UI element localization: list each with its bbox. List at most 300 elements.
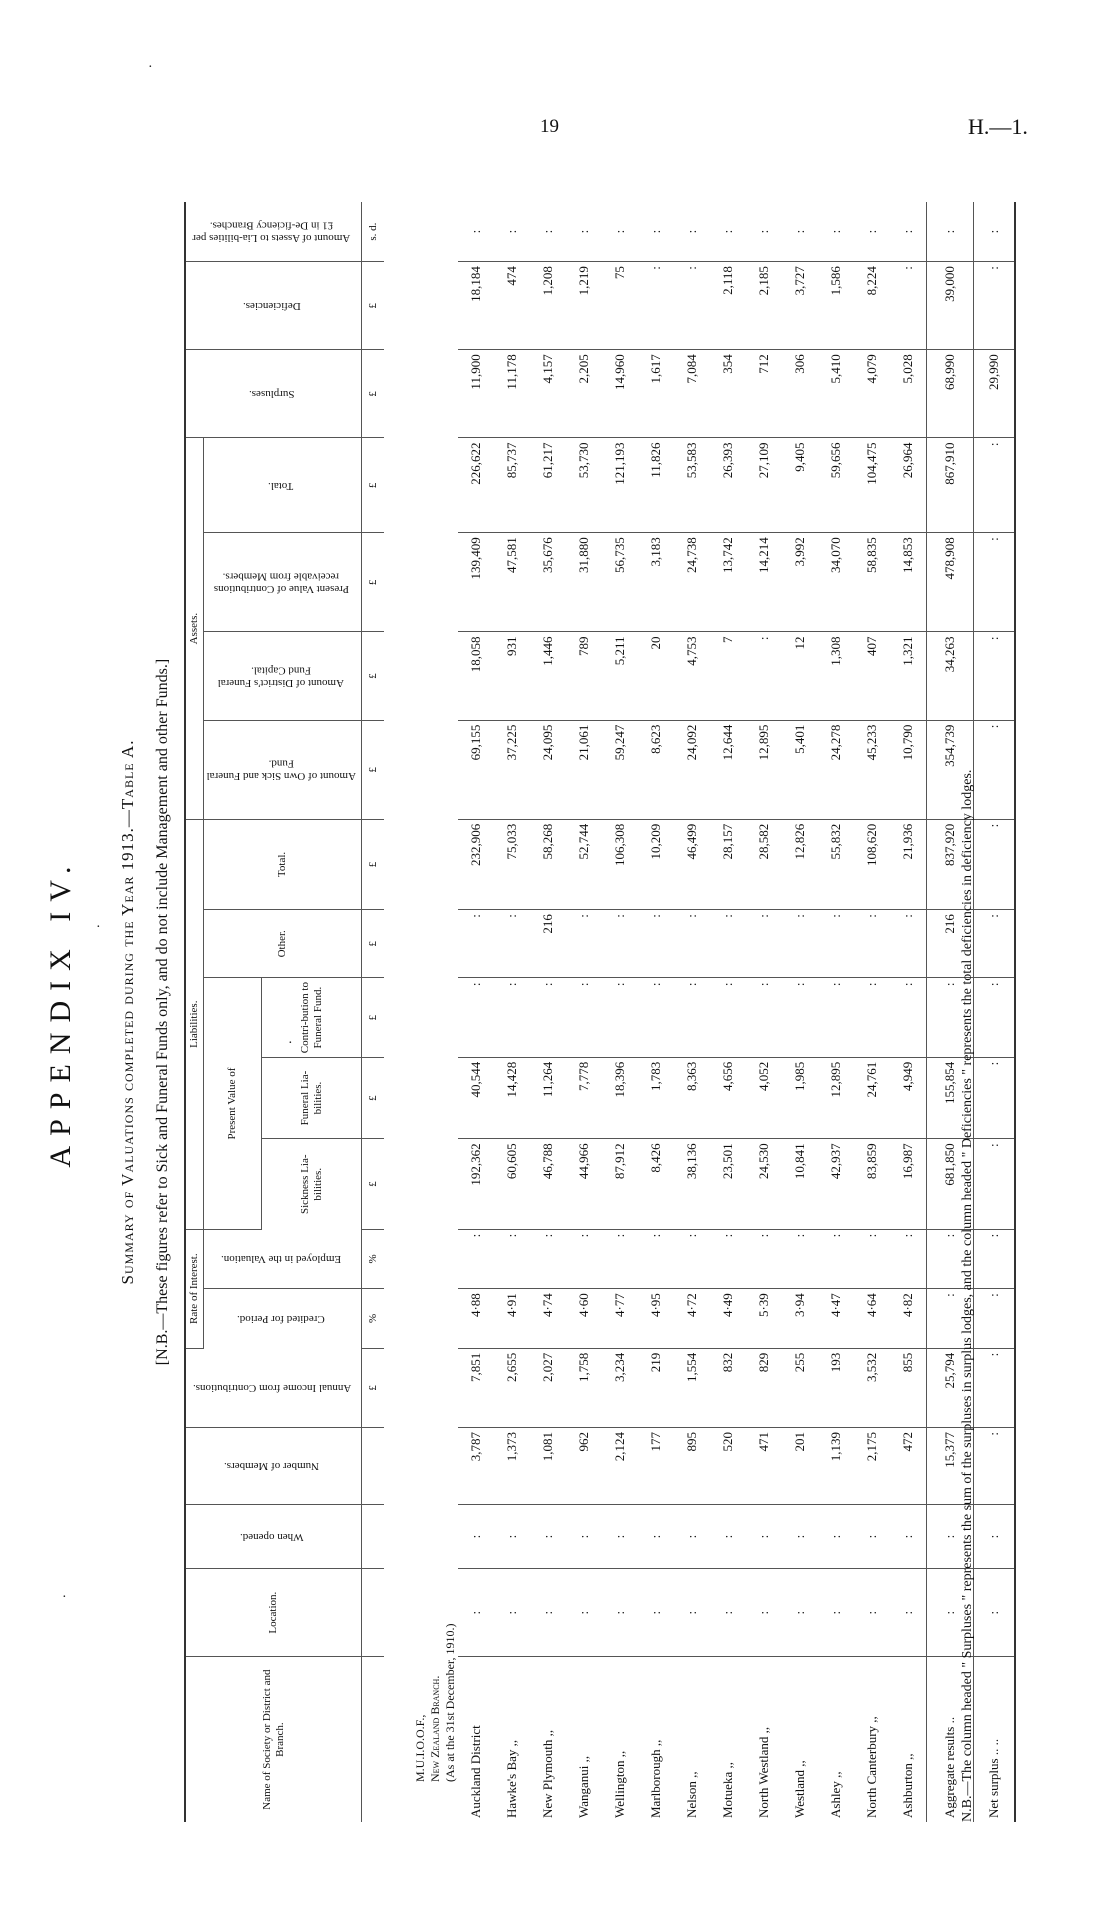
cell-own: 69,155 [458,720,494,819]
cell-loc: : [530,1569,566,1657]
cell-name: North Westland ,, [756,1726,772,1818]
cell-ratio: : [494,202,530,262]
cell-deficiency: : [674,262,710,350]
cell-sickness: 38,136 [674,1139,710,1229]
cell-ratio: : [927,202,974,262]
cell-funeral: 4,656 [710,1057,746,1139]
cell-district: 4,753 [674,632,710,720]
header-deficiencies: Deficiencies. [185,262,362,350]
net-surplus-row [974,202,1016,1822]
cell-income: 832 [710,1348,746,1427]
header-other: Other. [203,910,362,978]
cell-pv: 31,880 [566,533,602,632]
cell-employed: : [566,1229,602,1289]
table-row [530,202,566,1822]
cell-pv: 34,070 [818,533,854,632]
cell-name: Auckland District [468,1725,484,1818]
cell-other: : [890,910,927,978]
cell-name: Nelson ,, [684,1771,700,1818]
cell-ratio: : [602,202,638,262]
cell-members: 3,787 [458,1428,494,1505]
header-district-fund: Amount of District's Funeral Fund Capital. [203,632,362,720]
cell-ltotal: 837,920 [927,819,974,909]
cell-district: 18,058 [458,632,494,720]
cell-when: : [494,1505,530,1569]
header-when-opened: When opened. [185,1505,362,1569]
cell-other: 216 [927,910,974,978]
cell-deficiency: 39,000 [927,262,974,350]
cell-contrib: : [782,978,818,1057]
cell-contrib: : [818,978,854,1057]
cell-loc: : [674,1569,710,1657]
cell-district: 789 [566,632,602,720]
cell-name: Net surplus .. .. [974,1657,1016,1822]
cell-credited: 4·49 [710,1289,746,1349]
header-surpluses: Surpluses. [185,350,362,438]
header-assets-total: Total. [203,438,362,533]
cell-other: : [674,910,710,978]
header-annual-income: Annual Income from Contributions. [185,1348,362,1427]
society-date: (As at the 31st December, 1910.) [443,1623,458,1782]
speck-mark: · [96,920,101,935]
cell-name: Ashburton ,, [900,1753,916,1818]
cell-surplus: 11,178 [494,350,530,438]
header-funeral: Funeral Lia-bilities. [262,1057,362,1139]
cell-members: 2,175 [854,1428,890,1505]
cell-deficiency: 1,208 [530,262,566,350]
cell-district: 931 [494,632,530,720]
cell-income: 25,794 [927,1348,974,1427]
cell-own: 45,233 [854,720,890,819]
cell-when: : [710,1505,746,1569]
cell-income: 7,851 [458,1348,494,1427]
cell-funeral: 18,396 [602,1057,638,1139]
rotated-page-content [42,132,1042,1892]
cell-when: : [674,1505,710,1569]
cell-funeral: 8,363 [674,1057,710,1139]
cell-sickness: 192,362 [458,1139,494,1229]
table-row [710,202,746,1822]
cell-deficiency: 3,727 [782,262,818,350]
cell-when: : [854,1505,890,1569]
cell-atotal: 9,405 [782,438,818,533]
cell-income: 193 [818,1348,854,1427]
cell-contrib: : [566,978,602,1057]
cell-funeral: 24,761 [854,1057,890,1139]
cell-surplus: 306 [782,350,818,438]
cell-funeral: 14,428 [494,1057,530,1139]
cell-income: 255 [782,1348,818,1427]
cell-ratio: : [530,202,566,262]
cell-funeral: 40,544 [458,1057,494,1139]
table-title: Summary of Valuations completed during the Year 1913.—Table A. [118,739,137,1285]
table-row [854,202,890,1822]
cell-deficiency: 2,185 [746,262,782,350]
cell-ltotal: : [974,819,1016,909]
cell-pv: 47,581 [494,533,530,632]
cell-atotal: 867,910 [927,438,974,533]
cell-deficiency: 1,586 [818,262,854,350]
cell-ratio: : [782,202,818,262]
cell-employed: : [782,1229,818,1289]
cell-loc: : [602,1569,638,1657]
header-liabilities: Liabilities. [185,819,203,1229]
cell-members: 895 [674,1428,710,1505]
cell-when: : [782,1505,818,1569]
cell-contrib: : [602,978,638,1057]
cell-ratio: : [638,202,674,262]
cell-credited: : [927,1289,974,1349]
cell-loc: : [458,1569,494,1657]
cell-when: : [458,1505,494,1569]
cell-members: 520 [710,1428,746,1505]
cell-atotal: 121,193 [602,438,638,533]
header-employed: Employed in the Valuation. [203,1229,362,1289]
cell-name: Motueka ,, [720,1762,736,1818]
cell-when: : [890,1505,927,1569]
cell-surplus: 1,617 [638,350,674,438]
table-row [782,202,818,1822]
cell-ltotal: 12,826 [782,819,818,909]
cell-other: : [602,910,638,978]
cell-pv: 139,409 [458,533,494,632]
header-location: Location. [185,1569,362,1657]
cell-atotal: 85,737 [494,438,530,533]
cell-credited: 4·82 [890,1289,927,1349]
cell-contrib: : [458,978,494,1057]
cell-own: 21,061 [566,720,602,819]
cell-surplus: 5,410 [818,350,854,438]
cell-employed: : [530,1229,566,1289]
cell-income: 3,532 [854,1348,890,1427]
cell-other: : [818,910,854,978]
cell-ratio: : [890,202,927,262]
cell-pv: 13,742 [710,533,746,632]
cell-loc: : [818,1569,854,1657]
cell-loc: : [710,1569,746,1657]
header-liabilities-total: Total. [203,819,362,909]
cell-income: 1,758 [566,1348,602,1427]
cell-pv: 35,676 [530,533,566,632]
cell-atotal: 104,475 [854,438,890,533]
cell-members: 1,373 [494,1428,530,1505]
cell-name: Wanganui ,, [576,1755,592,1818]
cell-employed: : [854,1229,890,1289]
cell-district: : [974,632,1016,720]
cell-contrib: : [710,978,746,1057]
header-assets: Assets. [185,438,203,819]
cell-credited: 4·47 [818,1289,854,1349]
header-row-1 [185,202,203,1822]
cell-deficiency: 474 [494,262,530,350]
cell-other: : [638,910,674,978]
header-contribution: Contri-bution to Funeral Fund. [262,978,362,1057]
cell-funeral: 12,895 [818,1057,854,1139]
cell-members: 472 [890,1428,927,1505]
cell-surplus: 29,990 [974,350,1016,438]
cell-sickness: 87,912 [602,1139,638,1229]
cell-surplus: 4,079 [854,350,890,438]
cell-atotal: 26,964 [890,438,927,533]
cell-other: : [782,910,818,978]
cell-ltotal: 232,906 [458,819,494,909]
cell-sickness: : [974,1139,1016,1229]
cell-credited: 4·77 [602,1289,638,1349]
cell-own: 24,095 [530,720,566,819]
cell-name: Hawke's Bay ,, [504,1739,520,1818]
appendix-title: APPENDIX IV. [44,856,77,1168]
header-present-value-of: Present Value of [203,978,261,1229]
cell-loc: : [782,1569,818,1657]
cell-district: : [746,632,782,720]
cell-funeral: : [974,1057,1016,1139]
cell-when: : [638,1505,674,1569]
cell-district: 5,211 [602,632,638,720]
cell-pv: 24,738 [674,533,710,632]
cell-ltotal: 28,157 [710,819,746,909]
cell-employed: : [710,1229,746,1289]
cell-sickness: 44,966 [566,1139,602,1229]
header-rate-of-interest: Rate of Interest. [185,1229,203,1348]
speck-mark: · [62,1590,67,1605]
cell-atotal: 11,826 [638,438,674,533]
cell-members: 962 [566,1428,602,1505]
cell-employed: : [458,1229,494,1289]
cell-funeral: 1,985 [782,1057,818,1139]
cell-ltotal: 58,268 [530,819,566,909]
table-row [602,202,638,1822]
cell-when: : [818,1505,854,1569]
society-branch: New Zealand Branch. [428,1675,443,1782]
cell-credited: : [974,1289,1016,1349]
cell-pv: 58,835 [854,533,890,632]
cell-when: : [566,1505,602,1569]
cell-ltotal: 28,582 [746,819,782,909]
cell-name: Ashley ,, [828,1771,844,1818]
cell-atotal: : [974,438,1016,533]
cell-atotal: 59,656 [818,438,854,533]
cell-own: 12,644 [710,720,746,819]
document-reference: H.—1. [968,114,1028,139]
cell-loc: : [974,1569,1016,1657]
table-row [746,202,782,1822]
cell-members: 471 [746,1428,782,1505]
cell-credited: 4·64 [854,1289,890,1349]
cell-funeral: 4,052 [746,1057,782,1139]
cell-when: : [746,1505,782,1569]
cell-own: 8,623 [638,720,674,819]
cell-when: : [530,1505,566,1569]
cell-loc: : [566,1569,602,1657]
cell-other: : [494,910,530,978]
cell-employed: : [494,1229,530,1289]
cell-contrib: : [494,978,530,1057]
cell-sickness: 46,788 [530,1139,566,1229]
cell-district: 20 [638,632,674,720]
cell-members: 201 [782,1428,818,1505]
cell-district: 407 [854,632,890,720]
cell-own: 5,401 [782,720,818,819]
cell-ltotal: 46,499 [674,819,710,909]
cell-loc: : [854,1569,890,1657]
cell-contrib: : [674,978,710,1057]
cell-deficiency: 75 [602,262,638,350]
cell-other: : [746,910,782,978]
cell-own: 24,278 [818,720,854,819]
cell-surplus: 14,960 [602,350,638,438]
cell-own: 37,225 [494,720,530,819]
cell-surplus: 68,990 [927,350,974,438]
cell-deficiency: : [974,262,1016,350]
cell-income: 829 [746,1348,782,1427]
cell-loc: : [927,1569,974,1657]
cell-ratio: : [458,202,494,262]
cell-employed: : [674,1229,710,1289]
cell-own: 10,790 [890,720,927,819]
cell-surplus: 11,900 [458,350,494,438]
header-credited: Credited for Period. [203,1289,362,1349]
cell-pv: 56,735 [602,533,638,632]
cell-pv: 3,183 [638,533,674,632]
cell-ltotal: 55,832 [818,819,854,909]
cell-income: 3,234 [602,1348,638,1427]
table-body [362,202,1016,1822]
cell-contrib: : [974,978,1016,1057]
cell-deficiency: : [638,262,674,350]
cell-sickness: 83,859 [854,1139,890,1229]
cell-pv: 14,853 [890,533,927,632]
cell-deficiency: 2,118 [710,262,746,350]
cell-other: : [854,910,890,978]
table-row [566,202,602,1822]
cell-ratio: : [854,202,890,262]
cell-income: 2,027 [530,1348,566,1427]
units-row: £ % % £ £ £ £ £ £ £ £ £ £ £ s. d. [362,202,385,1822]
cell-funeral: 155,854 [927,1057,974,1139]
cell-contrib: : [890,978,927,1057]
cell-ratio: : [818,202,854,262]
cell-ltotal: 75,033 [494,819,530,909]
cell-surplus: 4,157 [530,350,566,438]
cell-surplus: 712 [746,350,782,438]
cell-contrib: : [638,978,674,1057]
cell-own: 354,739 [927,720,974,819]
cell-income: : [974,1348,1016,1427]
cell-income: 1,554 [674,1348,710,1427]
cell-when: : [602,1505,638,1569]
cell-deficiency: 1,219 [566,262,602,350]
header-ratio: Amount of Assets to Lia-bilities per £1 in De-ficiency Branches. [185,202,362,262]
cell-ratio: : [710,202,746,262]
cell-deficiency: 8,224 [854,262,890,350]
cell-district: 1,446 [530,632,566,720]
society-heading-row [384,202,458,1822]
cell-district: 1,321 [890,632,927,720]
header-name: Name of Society or District and Branch. [185,1657,362,1822]
cell-own: 24,092 [674,720,710,819]
cell-district: 34,263 [927,632,974,720]
cell-name: Marlborough ,, [648,1739,664,1818]
note-bottom: N.B.—The column headed " Surpluses " represents the sum of the surpluses in surplus lodges, and the column headed " Deficiencies " represents the total deficiencies in deficiency lodges. [960,769,975,1822]
table-row [638,202,674,1822]
cell-credited: 3·94 [782,1289,818,1349]
cell-loc: : [746,1569,782,1657]
cell-sickness: 8,426 [638,1139,674,1229]
cell-income: 855 [890,1348,927,1427]
cell-deficiency: : [890,262,927,350]
table-row [494,202,530,1822]
cell-ratio: : [674,202,710,262]
cell-name: Wellington ,, [612,1750,628,1818]
cell-surplus: 2,205 [566,350,602,438]
cell-contrib: : [530,978,566,1057]
cell-other: : [710,910,746,978]
cell-ltotal: 52,744 [566,819,602,909]
cell-loc: : [890,1569,927,1657]
cell-name: Westland ,, [792,1760,808,1818]
cell-own: 12,895 [746,720,782,819]
cell-atotal: 53,730 [566,438,602,533]
valuation-summary-table [184,202,1016,1822]
cell-ltotal: 108,620 [854,819,890,909]
cell-funeral: 11,264 [530,1057,566,1139]
header-sickness: Sickness Lia-bilities. [262,1139,362,1229]
cell-surplus: 7,084 [674,350,710,438]
cell-sickness: 10,841 [782,1139,818,1229]
header-members: Number of Members. [185,1428,362,1505]
cell-members: 1,081 [530,1428,566,1505]
cell-members: 177 [638,1428,674,1505]
cell-name: New Plymouth ,, [540,1729,556,1818]
cell-when: : [974,1505,1016,1569]
cell-ratio: : [746,202,782,262]
cell-district: 1,308 [818,632,854,720]
cell-when: : [927,1505,974,1569]
cell-sickness: 23,501 [710,1139,746,1229]
cell-credited: 4·95 [638,1289,674,1349]
cell-atotal: 27,109 [746,438,782,533]
cell-members: 2,124 [602,1428,638,1505]
cell-income: 2,655 [494,1348,530,1427]
cell-employed: : [638,1229,674,1289]
cell-contrib: : [854,978,890,1057]
society-name: M.U.I.O.O.F., [413,1714,428,1782]
cell-funeral: 7,778 [566,1057,602,1139]
cell-employed: : [927,1229,974,1289]
cell-loc: : [494,1569,530,1657]
speck-mark: · [288,1036,293,1051]
cell-ratio: : [974,202,1016,262]
cell-deficiency: 18,184 [458,262,494,350]
cell-contrib: : [927,978,974,1057]
cell-atotal: 226,622 [458,438,494,533]
cell-ltotal: 106,308 [602,819,638,909]
cell-contrib: : [746,978,782,1057]
cell-credited: 4·74 [530,1289,566,1349]
cell-other: : [566,910,602,978]
cell-district: 12 [782,632,818,720]
cell-sickness: 681,850 [927,1139,974,1229]
cell-own: 59,247 [602,720,638,819]
cell-surplus: 354 [710,350,746,438]
cell-employed: : [974,1229,1016,1289]
cell-credited: 4·88 [458,1289,494,1349]
header-own-fund: Amount of Own Sick and Funeral Fund. [203,720,362,819]
cell-funeral: 4,949 [890,1057,927,1139]
table-row [890,202,927,1822]
cell-sickness: 24,530 [746,1139,782,1229]
cell-credited: 4·72 [674,1289,710,1349]
